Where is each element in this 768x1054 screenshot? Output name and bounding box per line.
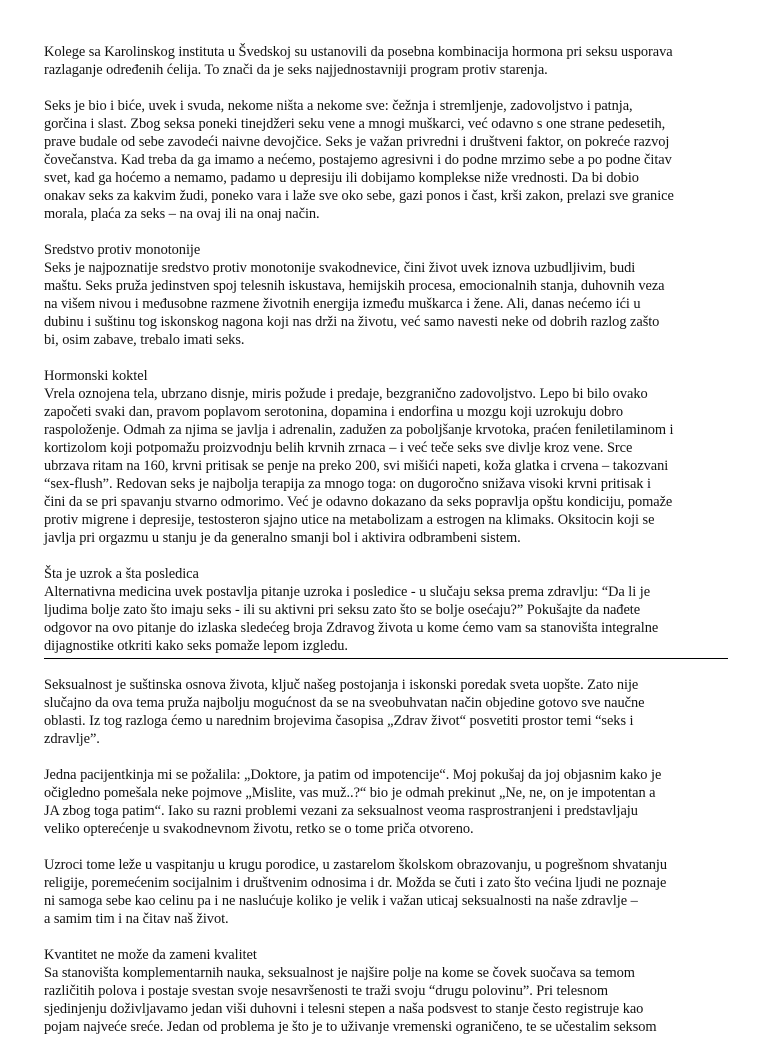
paragraph-uzroci <box>44 856 720 928</box>
text-line: JA zbog toga patim“. Iako su razni problemi vezani za seksualnost veoma rasprostranjeni i predstavljaju <box>44 803 638 819</box>
text-line: čini da se pri spavanju stvarno odmorimo. Već je odavno dokazano da seks popravlja opštu kondiciju, pomaže <box>44 494 673 510</box>
paragraph-seksualnost <box>44 676 720 748</box>
text-line: čovečanstva. Kad treba da ga imamo a nećemo, postajemo agresivni i do podne mrzimo sebe a po podne čitav <box>44 152 672 168</box>
text-line: Uzroci tome leže u vaspitanju u krugu porodice, u zastarelom školskom obrazovanju, u pogrešnom shvatanju <box>44 857 668 873</box>
text-line: započeti svaki dan, pravom poplavom serotonina, dopamina i endorfina u mozgu koji uzrokuju dobro <box>44 404 624 420</box>
text-line: ni samoga sebe kao celinu pa i ne naslućuje koliko je velik i važan uticaj seksualnosti na naše zdravlje – <box>44 893 638 909</box>
section-kvantitet <box>44 946 720 1036</box>
text-line: pojam najveće sreće. Jedan od problema je što je to uživanje vremenski ograničeno, te se učestalim seksom <box>44 1019 657 1035</box>
text-line: javlja pri orgazmu u stanju je da generalno smanji bol i aktivira odbrambeni sistem. <box>44 530 521 546</box>
text-line: Alternativna medicina uvek postavlja pitanje uzroka i posledice - u slučaju seksa prema zdravlju: “Da li je <box>44 584 651 600</box>
text-line: ubrzava ritam na 160, krvni pritisak se penje na preko 200, svi mišići napeti, koža glatka i crvena – takozvani <box>44 458 669 474</box>
text-line: Vrela oznojena tela, ubrzano disnje, miris požude i predaje, bezgranično zadovoljstvo. Lepo bi bilo ovako <box>44 386 648 402</box>
text-line: dubinu i suštinu tog iskonskog nagona koji nas drži na životu, već samo navesti neke od dobrih razlog zašto <box>44 314 660 330</box>
text-line: na višem nivou i međusobne razmene životnih energija između muškarca i žene. Ali, danas nećemo ići u <box>44 296 641 312</box>
section-heading: Kvantitet ne može da zameni kvalitet <box>44 947 257 963</box>
text-line: Seks je najpoznatije sredstvo protiv monotonije svakodnevice, čini život uvek iznova uzbudljivim, budi <box>44 260 636 276</box>
paragraph-intro <box>44 43 720 79</box>
section-sredstvo-protiv-monotonije <box>44 241 720 349</box>
document-body <box>44 43 720 1054</box>
text-line: veliko opterećenje u svakodnevnom životu, retko se o tome priča otvoreno. <box>44 821 474 837</box>
text-line: Jedna pacijentkinja mi se požalila: „Doktore, ja patim od impotencije“. Moj pokušaj da joj objasnim kako je <box>44 767 662 783</box>
text-line: sjedinjenju doživljavamo jedan viši duhovni i telesni stepen a naša podsvest to stanje često registruje kao <box>44 1001 644 1017</box>
text-line: “sex-flush”. Redovan seks je najbolja terapija za mnogo toga: on dugoročno snižava visoki krvni pritisak i <box>44 476 651 492</box>
text-line: Seks je bio i biće, uvek i svuda, nekome ništa a nekome sve: čežnja i stremljenje, zadovoljstvo i patnja, <box>44 98 633 114</box>
section-hormonski-koktel <box>44 367 720 547</box>
text-line: različitih polova i postaje svestan svoje nesavršenosti te traži svoju “drugu polovinu”. Pri telesnom <box>44 983 609 999</box>
text-line: slučajno da ova tema pruža najbolju mogućnost da se na sveobuhvatan način objedine gotovo sve naučne <box>44 695 645 711</box>
section-heading: Šta je uzrok a šta posledica <box>44 566 199 582</box>
text-line: onakav seks za kakvim žudi, poneko vara i laže sve oko sebe, gazi ponos i čast, krši zakon, prelazi sve granice <box>44 188 674 204</box>
text-line: religije, poremećenim socijalnim i društvenim odnosima i dr. Možda se čuti i zato što većina ljudi ne poznaje <box>44 875 667 891</box>
text-line: a samim tim i na čitav naš život. <box>44 911 229 927</box>
paragraph-pacijentkinja <box>44 766 720 838</box>
text-line: gorčina i slast. Zbog seksa poneki tinejdžeri seku vene a mnogi muškarci, već odavno s one strane pedesetih, <box>44 116 666 132</box>
text-line: zdravlje”. <box>44 731 100 747</box>
section-sta-je-uzrok <box>44 565 720 655</box>
horizontal-rule <box>44 658 728 659</box>
paragraph-seks-je-bio <box>44 97 720 223</box>
text-line: bi, osim zabave, trebalo imati seks. <box>44 332 245 348</box>
text-line: Sa stanovišta komplementarnih nauka, seksualnost je najšire polje na kome se čovek suočava sa temom <box>44 965 635 981</box>
text-line: Kolege sa Karolinskog instituta u Švedskoj su ustanovili da posebna kombinacija hormona pri seksu usporava <box>44 44 673 60</box>
text-line: maštu. Seks pruža jedinstven spoj telesnih iskustava, hemijskih procesa, emocionalnih stanja, duhovnih veza <box>44 278 665 294</box>
text-line: razlaganje određenih ćelija. To znači da je seks najjednostavniji program protiv starenja. <box>44 62 548 78</box>
text-line: protiv migrene i depresije, testosteron sjajno utice na metabolizam a estrogen na klimaks. Oksitocin koji se <box>44 512 655 528</box>
text-line: oblasti. Iz tog razloga ćemo u narednim brojevima časopisa „Zdrav život“ posvetiti prostor temi “seks i <box>44 713 634 729</box>
text-line: morala, plaća za seks – na ovaj ili na onaj način. <box>44 206 320 222</box>
text-line: Seksualnost je suštinska osnova života, ključ našeg postojanja i iskonski poredak sveta uopšte. Zato nije <box>44 677 639 693</box>
text-line: ljudima bolje zato što imaju seks - ili su aktivni pri seksu zato što se bolje osećaju?” Pokušajte da nađete <box>44 602 641 618</box>
text-line: prave budale od sebe zavodeći naivne devojčice. Seks je važan privredni i društveni faktor, on pokreće razvoj <box>44 134 670 150</box>
section-heading: Hormonski koktel <box>44 368 148 384</box>
text-line: dijagnostike otkriti kako seks pomaže lepom izgledu. <box>44 638 348 654</box>
text-line: kortizolom koji potpomažu proizvodnju belih krvnih zrnaca – i već teče seks sve divlje kroz vene. Srce <box>44 440 633 456</box>
text-line: raspoloženje. Odmah za njima se javlja i adrenalin, zadužen za poboljšanje krvotoka, praćen feniletilaminom i <box>44 422 674 438</box>
text-line: odgovor na ovo pitanje do izlaska sledećeg broja Zdravog života u kome ćemo vam sa stanovišta integralne <box>44 620 659 636</box>
text-line: očigledno pomešala neke pojmove „Mislite, vas muž..?“ bio je odmah prekinut „Ne, ne, on je impotentan a <box>44 785 656 801</box>
text-line: svet, kad ga hoćemo a nemamo, padamo u depresiju ili dobijamo komplekse niže vrednosti. Da bi dobio <box>44 170 639 186</box>
section-heading: Sredstvo protiv monotonije <box>44 242 201 258</box>
